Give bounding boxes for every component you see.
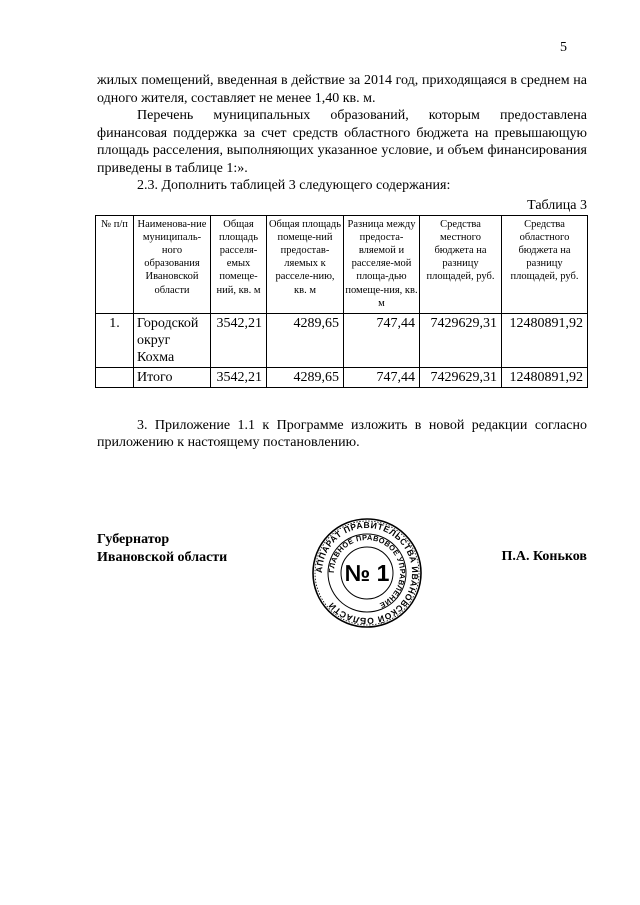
- document-body: [97, 72, 587, 452]
- table-cell: 4289,65: [267, 313, 344, 367]
- header-cell: Наименова-ние муниципаль-ного образования Ивановской области: [134, 215, 211, 313]
- header-cell: Разница между предоста-вляемой и расселяе-мой площа-дью помеще-ния, кв. м: [344, 215, 420, 313]
- table-cell: 7429629,31: [420, 367, 502, 387]
- svg-text:№ 1: № 1: [344, 560, 390, 586]
- svg-text:АППАРАТ ПРАВИТЕЛЬСТВА ИВАНОВСК: АППАРАТ ПРАВИТЕЛЬСТВА ИВАНОВСКОЙ ОБЛАСТИ: [313, 519, 421, 627]
- table-cell: 12480891,92: [502, 313, 588, 367]
- table-cell: 7429629,31: [420, 313, 502, 367]
- paragraph-3: 2.3. Дополнить таблицей 3 следующего содержания:: [137, 178, 451, 193]
- table-cell: 1.: [96, 313, 134, 367]
- header-cell: № п/п: [96, 215, 134, 313]
- table-header-row: [96, 215, 588, 313]
- position-line-2: Ивановской области: [97, 549, 228, 565]
- header-cell: Средства местного бюджета на разницу площадей, руб.: [420, 215, 502, 313]
- header-cell: Общая площадь расселя-емых помеще-ний, кв. м: [211, 215, 267, 313]
- table-cell: 747,44: [344, 313, 420, 367]
- table-row: [96, 313, 588, 367]
- table-cell: 12480891,92: [502, 367, 588, 387]
- signatory-position: [97, 531, 227, 566]
- page-number: 5: [560, 40, 567, 55]
- table-cell: 747,44: [344, 367, 420, 387]
- paragraph-4: 3. Приложение 1.1 к Программе изложить в новой редакции согласно приложению к настоящему постановлению.: [97, 417, 587, 451]
- table-cell: Итого: [134, 367, 211, 387]
- position-line-1: Губернатор: [97, 532, 170, 547]
- header-cell: Средства областного бюджета на разницу площадей, руб.: [502, 215, 588, 313]
- table-cell: Городской округ Кохма: [134, 313, 211, 367]
- official-seal-icon: [311, 517, 423, 629]
- svg-text:ГЛАВНОЕ ПРАВОВОЕ УПРАВЛЕНИЕ: ГЛАВНОЕ ПРАВОВОЕ УПРАВЛЕНИЕ: [326, 532, 408, 611]
- table-caption: Таблица 3: [527, 197, 587, 213]
- table-cell: 4289,65: [267, 367, 344, 387]
- table-cell: 3542,21: [211, 313, 267, 367]
- table-cell: [96, 367, 134, 387]
- table-cell: 3542,21: [211, 367, 267, 387]
- signature-block: [97, 519, 589, 637]
- paragraph-1: жилых помещений, введенная в действие за 2014 год, приходящаяся в среднем на одного жителя, составляет не менее 1,40 кв. м.: [97, 73, 587, 106]
- data-table: [95, 215, 588, 388]
- table-total-row: [96, 367, 588, 387]
- header-cell: Общая площадь помеще-ний предостав-ляемых к расселе-нию, кв. м: [267, 215, 344, 313]
- paragraph-2: Перечень муниципальных образований, которым предоставлена финансовая поддержка за счет средств областного бюджета на превышающую площадь расселения, выполняющих указанное условие, и объем финансирования приведены в таблице 1:».: [97, 108, 587, 176]
- signatory-name: П.А. Коньков: [501, 549, 587, 564]
